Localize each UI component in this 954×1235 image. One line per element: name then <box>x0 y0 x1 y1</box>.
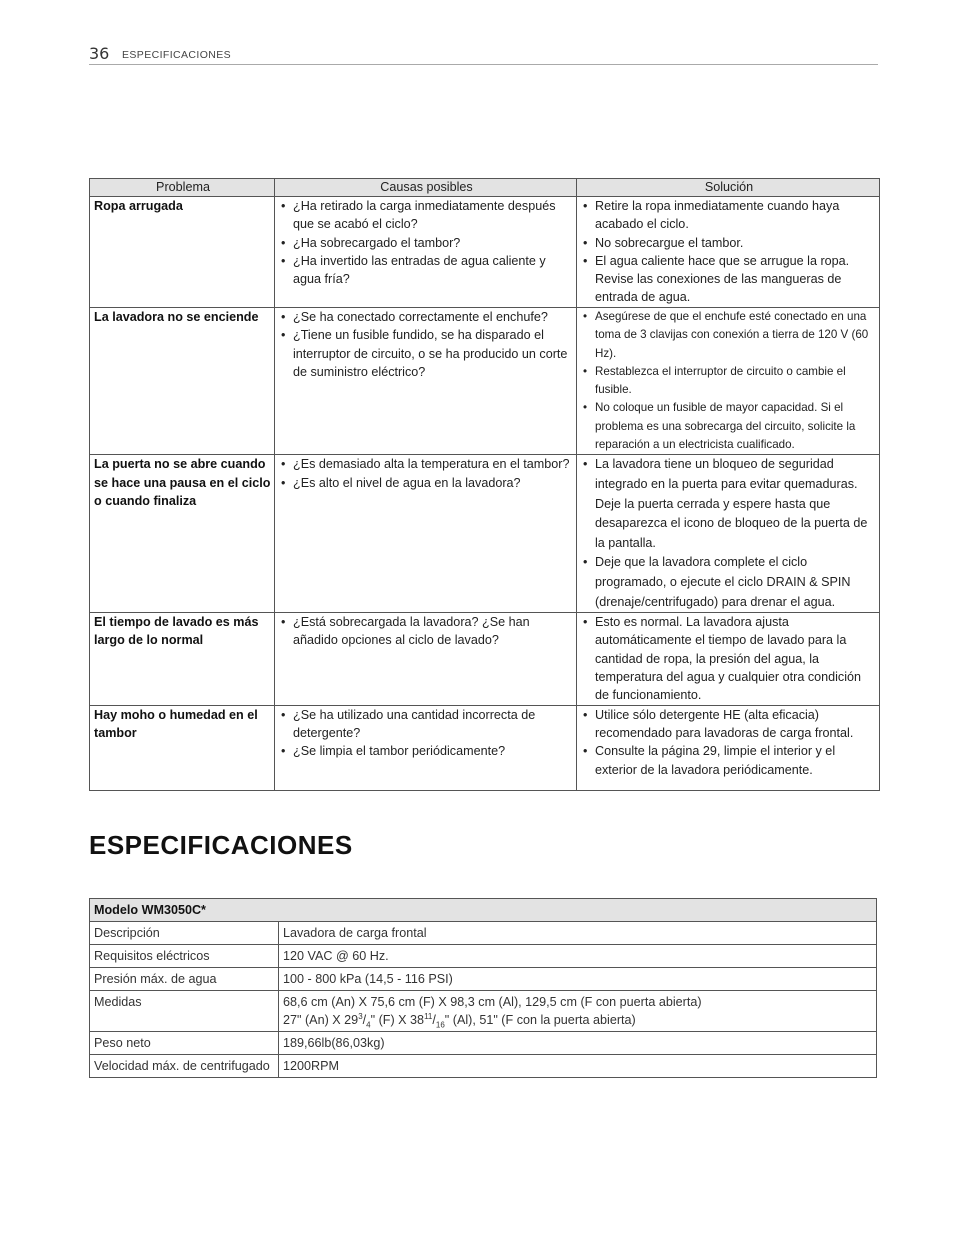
dim-part: " (F) X 38 <box>370 1013 425 1027</box>
list-item: • ¿Ha invertido las entradas de agua caliente y agua fría? <box>279 252 574 289</box>
table-row <box>90 1032 877 1055</box>
causes-cell <box>275 308 577 455</box>
list-item: • ¿Es alto el nivel de agua en la lavadora? <box>279 474 574 492</box>
table-row <box>90 968 877 991</box>
dimensions-imperial: 27" (An) X $29^3/_4$" (F) X $38^{11}/_{16}$" (Al), 51" (F con la puerta abierta) <box>283 1011 636 1030</box>
list-item: • Retire la ropa inmediatamente cuando haya acabado el ciclo. <box>581 197 877 234</box>
table-row <box>90 455 880 613</box>
list-item: • Esto es normal. La lavadora ajusta automáticamente el tiempo de lavado para la cantidad de ropa, la presión del agua, la temperatura del agua y cualquier otra condición de funcionamiento. <box>581 613 877 704</box>
spec-label: Requisitos eléctricos <box>90 945 279 968</box>
table-row <box>90 1055 877 1078</box>
dimensions-metric: 68,6 cm (An) X 75,6 cm (F) X 98,3 cm (Al), 129,5 cm (F con puerta abierta) <box>283 995 702 1009</box>
problem-cell: La lavadora no se enciende <box>90 308 275 455</box>
list-item: • Asegúrese de que el enchufe esté conectado en una toma de 3 clavijas con conexión a tierra de 120 V (60 Hz). <box>581 308 877 363</box>
list-item: • ¿Ha retirado la carga inmediatamente después que se acabó el ciclo? <box>279 197 574 234</box>
list-item: • No sobrecargue el tambor. <box>581 234 877 252</box>
table-row <box>90 945 877 968</box>
table-row <box>90 197 880 308</box>
table-row <box>90 991 877 1032</box>
spec-value: 120 VAC @ 60 Hz. <box>279 945 877 968</box>
column-header-causes: Causas posibles <box>275 179 577 197</box>
solutions-cell <box>577 705 880 790</box>
fraction-denominator: 16 <box>435 1020 445 1030</box>
solutions-cell <box>577 308 880 455</box>
table-header-row <box>90 179 880 197</box>
fraction-denominator: 4 <box>366 1020 371 1030</box>
causes-cell <box>275 705 577 790</box>
solutions-cell <box>577 455 880 613</box>
causes-cell <box>275 455 577 613</box>
spec-label: Descripción <box>90 922 279 945</box>
fraction-numerator: 11 <box>424 1011 433 1021</box>
spec-value: 100 - 800 kPa (14,5 - 116 PSI) <box>279 968 877 991</box>
solutions-cell <box>577 613 880 705</box>
model-row <box>90 899 877 922</box>
spec-label: Velocidad máx. de centrifugado <box>90 1055 279 1078</box>
column-header-solution: Solución <box>577 179 880 197</box>
problem-cell: La puerta no se abre cuando se hace una pausa en el ciclo o cuando finaliza <box>90 455 275 613</box>
list-item: • ¿Es demasiado alta la temperatura en el tambor? <box>279 455 574 473</box>
spec-label: Medidas <box>90 991 279 1032</box>
page-number: 36 <box>89 44 110 63</box>
list-item: • ¿Ha sobrecargado el tambor? <box>279 234 574 252</box>
solutions-cell <box>577 197 880 308</box>
list-item: • ¿Está sobrecargada la lavadora? ¿Se han añadido opciones al ciclo de lavado? <box>279 613 574 650</box>
list-item: • ¿Tiene un fusible fundido, se ha disparado el interruptor de circuito, o se ha producido un corte de suministro eléctrico? <box>279 326 574 381</box>
header-section-label: ESPECIFICACIONES <box>122 49 232 61</box>
dim-part: " (Al), 51" (F con la puerta abierta) <box>444 1013 636 1027</box>
problem-cell: El tiempo de lavado es más largo de lo normal <box>90 613 275 705</box>
problem-cell: Ropa arrugada <box>90 197 275 308</box>
list-item: • ¿Se ha conectado correctamente el enchufe? <box>279 308 574 326</box>
list-item: • Consulte la página 29, limpie el interior y el exterior de la lavadora periódicamente. <box>581 742 877 779</box>
causes-cell <box>275 613 577 705</box>
spec-value: Lavadora de carga frontal <box>279 922 877 945</box>
list-item: • Deje que la lavadora complete el ciclo programado, o ejecute el ciclo DRAIN & SPIN (drenaje/centrifugado) para drenar el agua. <box>581 553 877 612</box>
specifications-heading: ESPECIFICACIONES <box>89 830 353 860</box>
dim-part: 27" (An) X 29 <box>283 1013 359 1027</box>
table-row <box>90 308 880 455</box>
column-header-problem: Problema <box>90 179 275 197</box>
spec-label: Presión máx. de agua <box>90 968 279 991</box>
page-header <box>89 44 878 65</box>
model-name: Modelo WM3050C* <box>90 899 877 922</box>
spec-value <box>279 991 877 1032</box>
list-item: • El agua caliente hace que se arrugue la ropa. Revise las conexiones de las mangueras de entrada de agua. <box>581 252 877 307</box>
causes-cell <box>275 197 577 308</box>
list-item: • ¿Se limpia el tambor periódicamente? <box>279 742 574 760</box>
troubleshooting-table <box>89 178 880 791</box>
table-row <box>90 922 877 945</box>
list-item: • Utilice sólo detergente HE (alta eficacia) recomendado para lavadoras de carga frontal. <box>581 706 877 743</box>
specifications-table <box>89 898 877 1078</box>
spec-value: 189,66lb(86,03kg) <box>279 1032 877 1055</box>
list-item: • No coloque un fusible de mayor capacidad. Si el problema es una sobrecarga del circuito, solicite la reparación a un electricista cualificado. <box>581 399 877 454</box>
list-item: • La lavadora tiene un bloqueo de seguridad integrado en la puerta para evitar quemaduras. Deje la puerta cerrada y espere hasta que desaparezca el icono de bloqueo de la puerta de la pantalla. <box>581 455 877 553</box>
fraction-numerator: 3 <box>358 1011 363 1021</box>
spec-label: Peso neto <box>90 1032 279 1055</box>
list-item: • ¿Se ha utilizado una cantidad incorrecta de detergente? <box>279 706 574 743</box>
problem-cell: Hay moho o humedad en el tambor <box>90 705 275 790</box>
spec-value: 1200RPM <box>279 1055 877 1078</box>
list-item: • Restablezca el interruptor de circuito o cambie el fusible. <box>581 363 877 400</box>
table-row <box>90 613 880 705</box>
table-row <box>90 705 880 790</box>
